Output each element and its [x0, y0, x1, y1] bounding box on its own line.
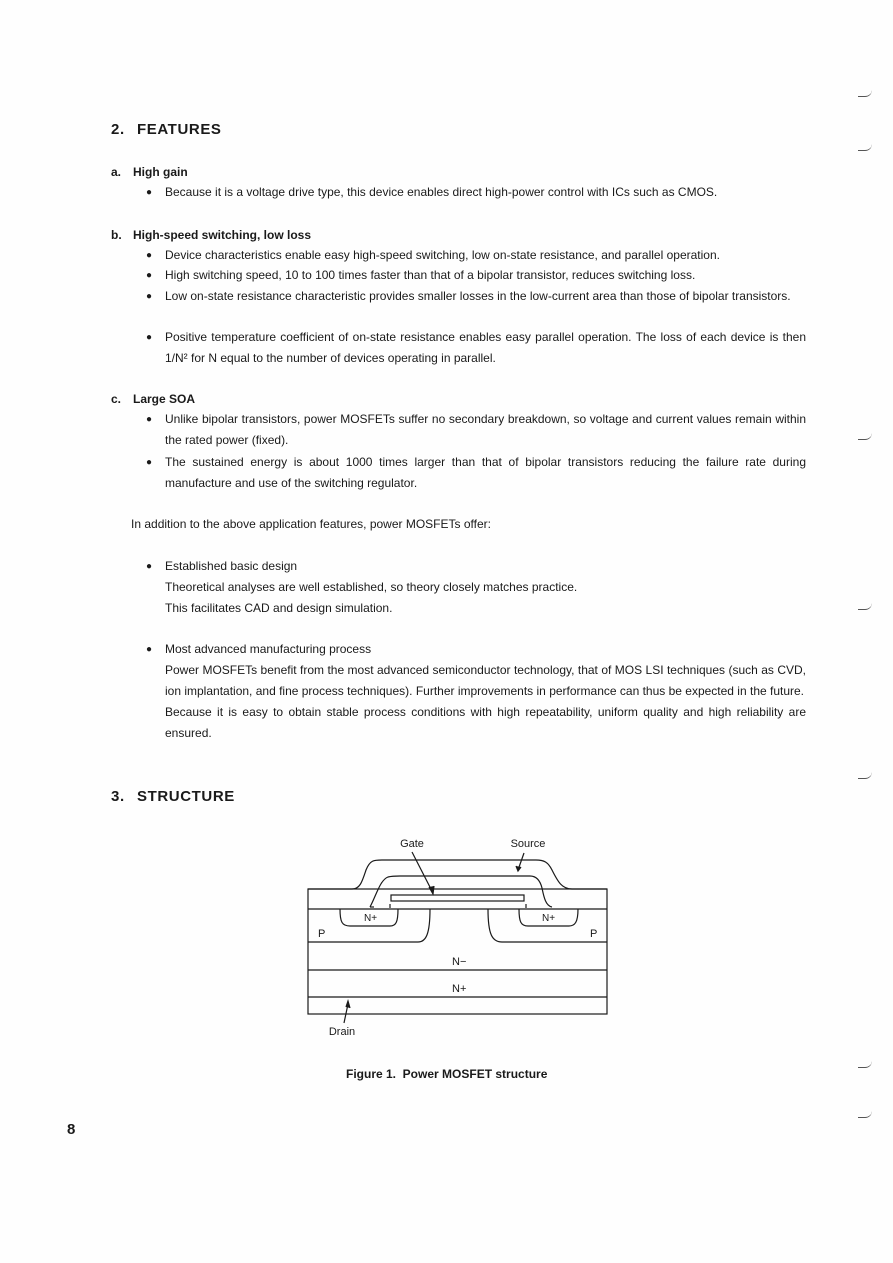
addition-intro: In addition to the above application features, power MOSFETs offer:: [131, 517, 491, 531]
margin-mark: [858, 144, 872, 151]
margin-mark: [858, 90, 872, 97]
bullet-paragraph: Power MOSFETs benefit from the most advanced semiconductor technology, that of MOS LSI techniques (such as CVD, ion implantation, and fine process techniques). Further improvements in performance can thus be expected in the future.: [165, 663, 806, 698]
subsection-number: b.: [111, 228, 122, 242]
subsection-heading-high-gain: [111, 165, 188, 179]
bullet-text: The sustained energy is about 1000 times larger than that of bipolar transistors reducing the failure rate during manufacture and use of the switching regulator.: [165, 455, 806, 490]
subsection-title: Large SOA: [133, 392, 196, 406]
section-number: 2.: [111, 121, 125, 138]
bullet-item: [146, 245, 806, 266]
bullet-title: Established basic design: [165, 559, 298, 573]
figure-caption: Figure 1. Power MOSFET structure: [346, 1067, 548, 1081]
bullet-text: Positive temperature coefficient of on-state resistance enables easy parallel operation. The loss of each device is then 1/N² for N equal to the number of devices operating in parallel.: [165, 330, 806, 365]
margin-mark: [858, 603, 872, 610]
subsection-title: High gain: [133, 165, 188, 179]
bullet-icon: ●: [146, 457, 153, 468]
die-outline: [308, 889, 607, 1014]
n-plus-left-label: N+: [364, 913, 378, 924]
bullet-item: [146, 286, 806, 307]
drain-arrowhead: [346, 1001, 350, 1008]
bullet-icon: ●: [146, 270, 153, 281]
gate-arrowhead: [429, 886, 434, 894]
section-heading-structure: [111, 788, 235, 805]
bullet-item-manufacturing-process: [146, 639, 806, 744]
bullet-text: High switching speed, 10 to 100 times faster than that of a bipolar transistor, reduces switching loss.: [165, 268, 696, 282]
bullet-item: [146, 409, 806, 451]
bullet-icon: ●: [146, 250, 153, 261]
bullet-text: Unlike bipolar transistors, power MOSFETs suffer no secondary breakdown, so voltage and current values remain within the rated power (fixed).: [165, 412, 806, 447]
section-number: 3.: [111, 788, 125, 805]
gate-electrode: [391, 895, 524, 901]
subsection-number: c.: [111, 392, 122, 406]
source-metal-outline: [308, 860, 607, 889]
subsection-heading-high-speed-switching: [111, 228, 311, 242]
oxide-outline: [370, 876, 552, 907]
subsection-title: High-speed switching, low loss: [133, 228, 312, 242]
mosfet-structure-diagram: [290, 830, 630, 1045]
bullet-line: Theoretical analyses are well established, so theory closely matches practice.: [165, 580, 578, 594]
bullet-item: [146, 327, 806, 369]
n-minus-label: N−: [452, 956, 467, 968]
bullet-icon: ●: [146, 187, 153, 198]
n-plus-substrate-label: N+: [452, 983, 467, 995]
margin-mark: [858, 772, 872, 779]
source-arrowhead: [516, 866, 521, 871]
gate-label: Gate: [400, 838, 424, 850]
bullet-text: Device characteristics enable easy high-speed switching, low on-state resistance, and parallel operation.: [165, 248, 720, 262]
bullet-icon: ●: [146, 414, 153, 425]
source-label: Source: [510, 838, 546, 850]
bullet-icon: ●: [146, 561, 153, 572]
page-number: 8: [67, 1121, 76, 1138]
margin-mark: [858, 1111, 872, 1118]
bullet-icon: ●: [146, 332, 153, 343]
drain-label: Drain: [328, 1026, 356, 1038]
section-title: STRUCTURE: [137, 788, 235, 805]
n-plus-right-label: N+: [542, 913, 556, 924]
bullet-text: Low on-state resistance characteristic provides smaller losses in the low-current area than those of bipolar transistors.: [165, 289, 791, 303]
margin-mark: [858, 433, 872, 440]
p-right-label: P: [590, 928, 598, 940]
bullet-icon: ●: [146, 644, 153, 655]
subsection-number: a.: [111, 165, 122, 179]
section-heading-features: [111, 121, 222, 138]
subsection-heading-large-soa: [111, 392, 195, 406]
section-title: FEATURES: [137, 121, 222, 138]
bullet-item: [146, 182, 806, 203]
bullet-item-established-design: [146, 556, 806, 619]
bullet-text: Because it is a voltage drive type, this device enables direct high-power control with ICs such as CMOS.: [165, 185, 718, 199]
bullet-line: This facilitates CAD and design simulation.: [165, 601, 393, 615]
p-left-label: P: [318, 928, 326, 940]
bullet-title: Most advanced manufacturing process: [165, 642, 372, 656]
bullet-item: [146, 452, 806, 494]
bullet-item: [146, 265, 806, 286]
bullet-paragraph: Because it is easy to obtain stable process conditions with high repeatability, uniform quality and high reliability are ensured.: [165, 705, 806, 740]
bullet-icon: ●: [146, 291, 153, 302]
margin-mark: [858, 1061, 872, 1068]
